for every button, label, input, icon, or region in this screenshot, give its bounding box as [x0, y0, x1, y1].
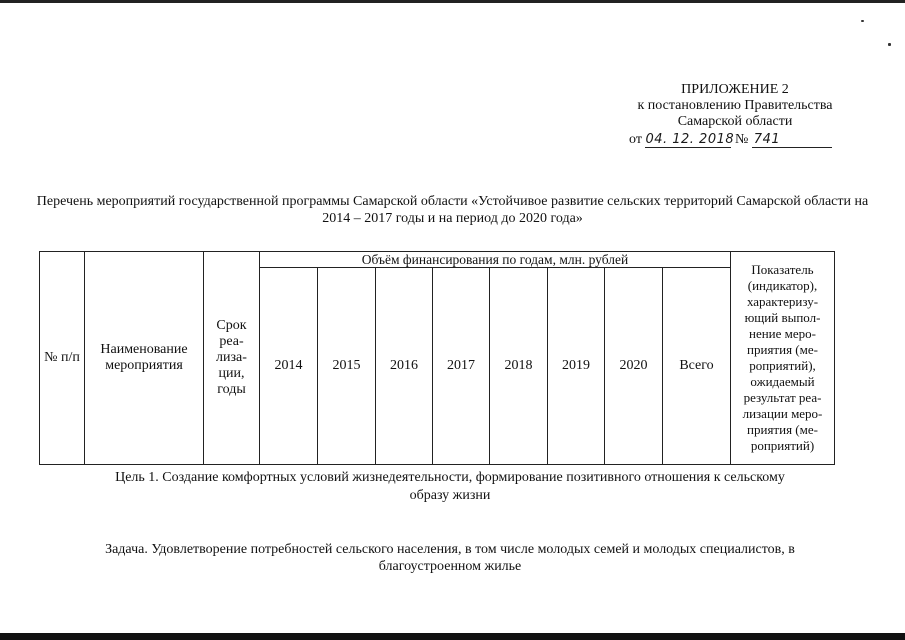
appendix-region-line: Самарской области — [677, 114, 793, 129]
from-label: от — [629, 132, 642, 147]
header-cell-year: 2016 — [376, 268, 433, 465]
resolution-number: 741 — [752, 133, 832, 148]
header-cell-year: 2020 — [605, 268, 663, 465]
header-cell-total: Всего — [663, 268, 731, 465]
appendix-date-number-line — [629, 132, 832, 148]
resolution-date: 04. 12. 2018 — [645, 132, 735, 147]
header-cell-year: 2015 — [318, 268, 376, 465]
appendix-title: ПРИЛОЖЕНИЕ 2 — [681, 82, 789, 97]
header-cell-term: Срок реа- лиза- ции, годы — [204, 252, 260, 465]
header-cell-indicator: Показатель (индикатор), характеризу- ющий выпол- нение меро- приятия (ме- роприятий), ожидаемый результат реа- лизации меро- приятия (ме- роприятий) — [731, 252, 835, 465]
scan-speck — [861, 20, 864, 22]
task-heading: Задача. Удовлетворение потребностей сельского населения, в том числе молодых семей и молодых специалистов, в благоустроенном жилье — [105, 542, 795, 574]
scan-speck — [888, 43, 891, 46]
header-cell-financing: Объём финансирования по годам, млн. рублей — [260, 252, 731, 268]
goal-heading: Цель 1. Создание комфортных условий жизнедеятельности, формирование позитивного отношения к сельскому образу жизни — [115, 470, 785, 503]
header-cell-year: 2018 — [490, 268, 548, 465]
header-cell-year: 2017 — [433, 268, 490, 465]
header-cell-year: 2019 — [548, 268, 605, 465]
activities-table-header — [39, 251, 835, 465]
header-cell-number: № п/п — [40, 252, 85, 465]
bottom-scan-edge — [0, 633, 905, 640]
number-label: № — [734, 132, 749, 147]
appendix-resolution-line: к постановлению Правительства — [637, 98, 833, 113]
top-scan-edge — [0, 0, 905, 3]
document-title: Перечень мероприятий государственной программы Самарской области «Устойчивое развитие сельских территорий Самарской области на 2014 – 2017 годы и на период до 2020 года» — [36, 194, 869, 226]
header-cell-name: Наименование мероприятия — [85, 252, 204, 465]
header-cell-year: 2014 — [260, 268, 318, 465]
